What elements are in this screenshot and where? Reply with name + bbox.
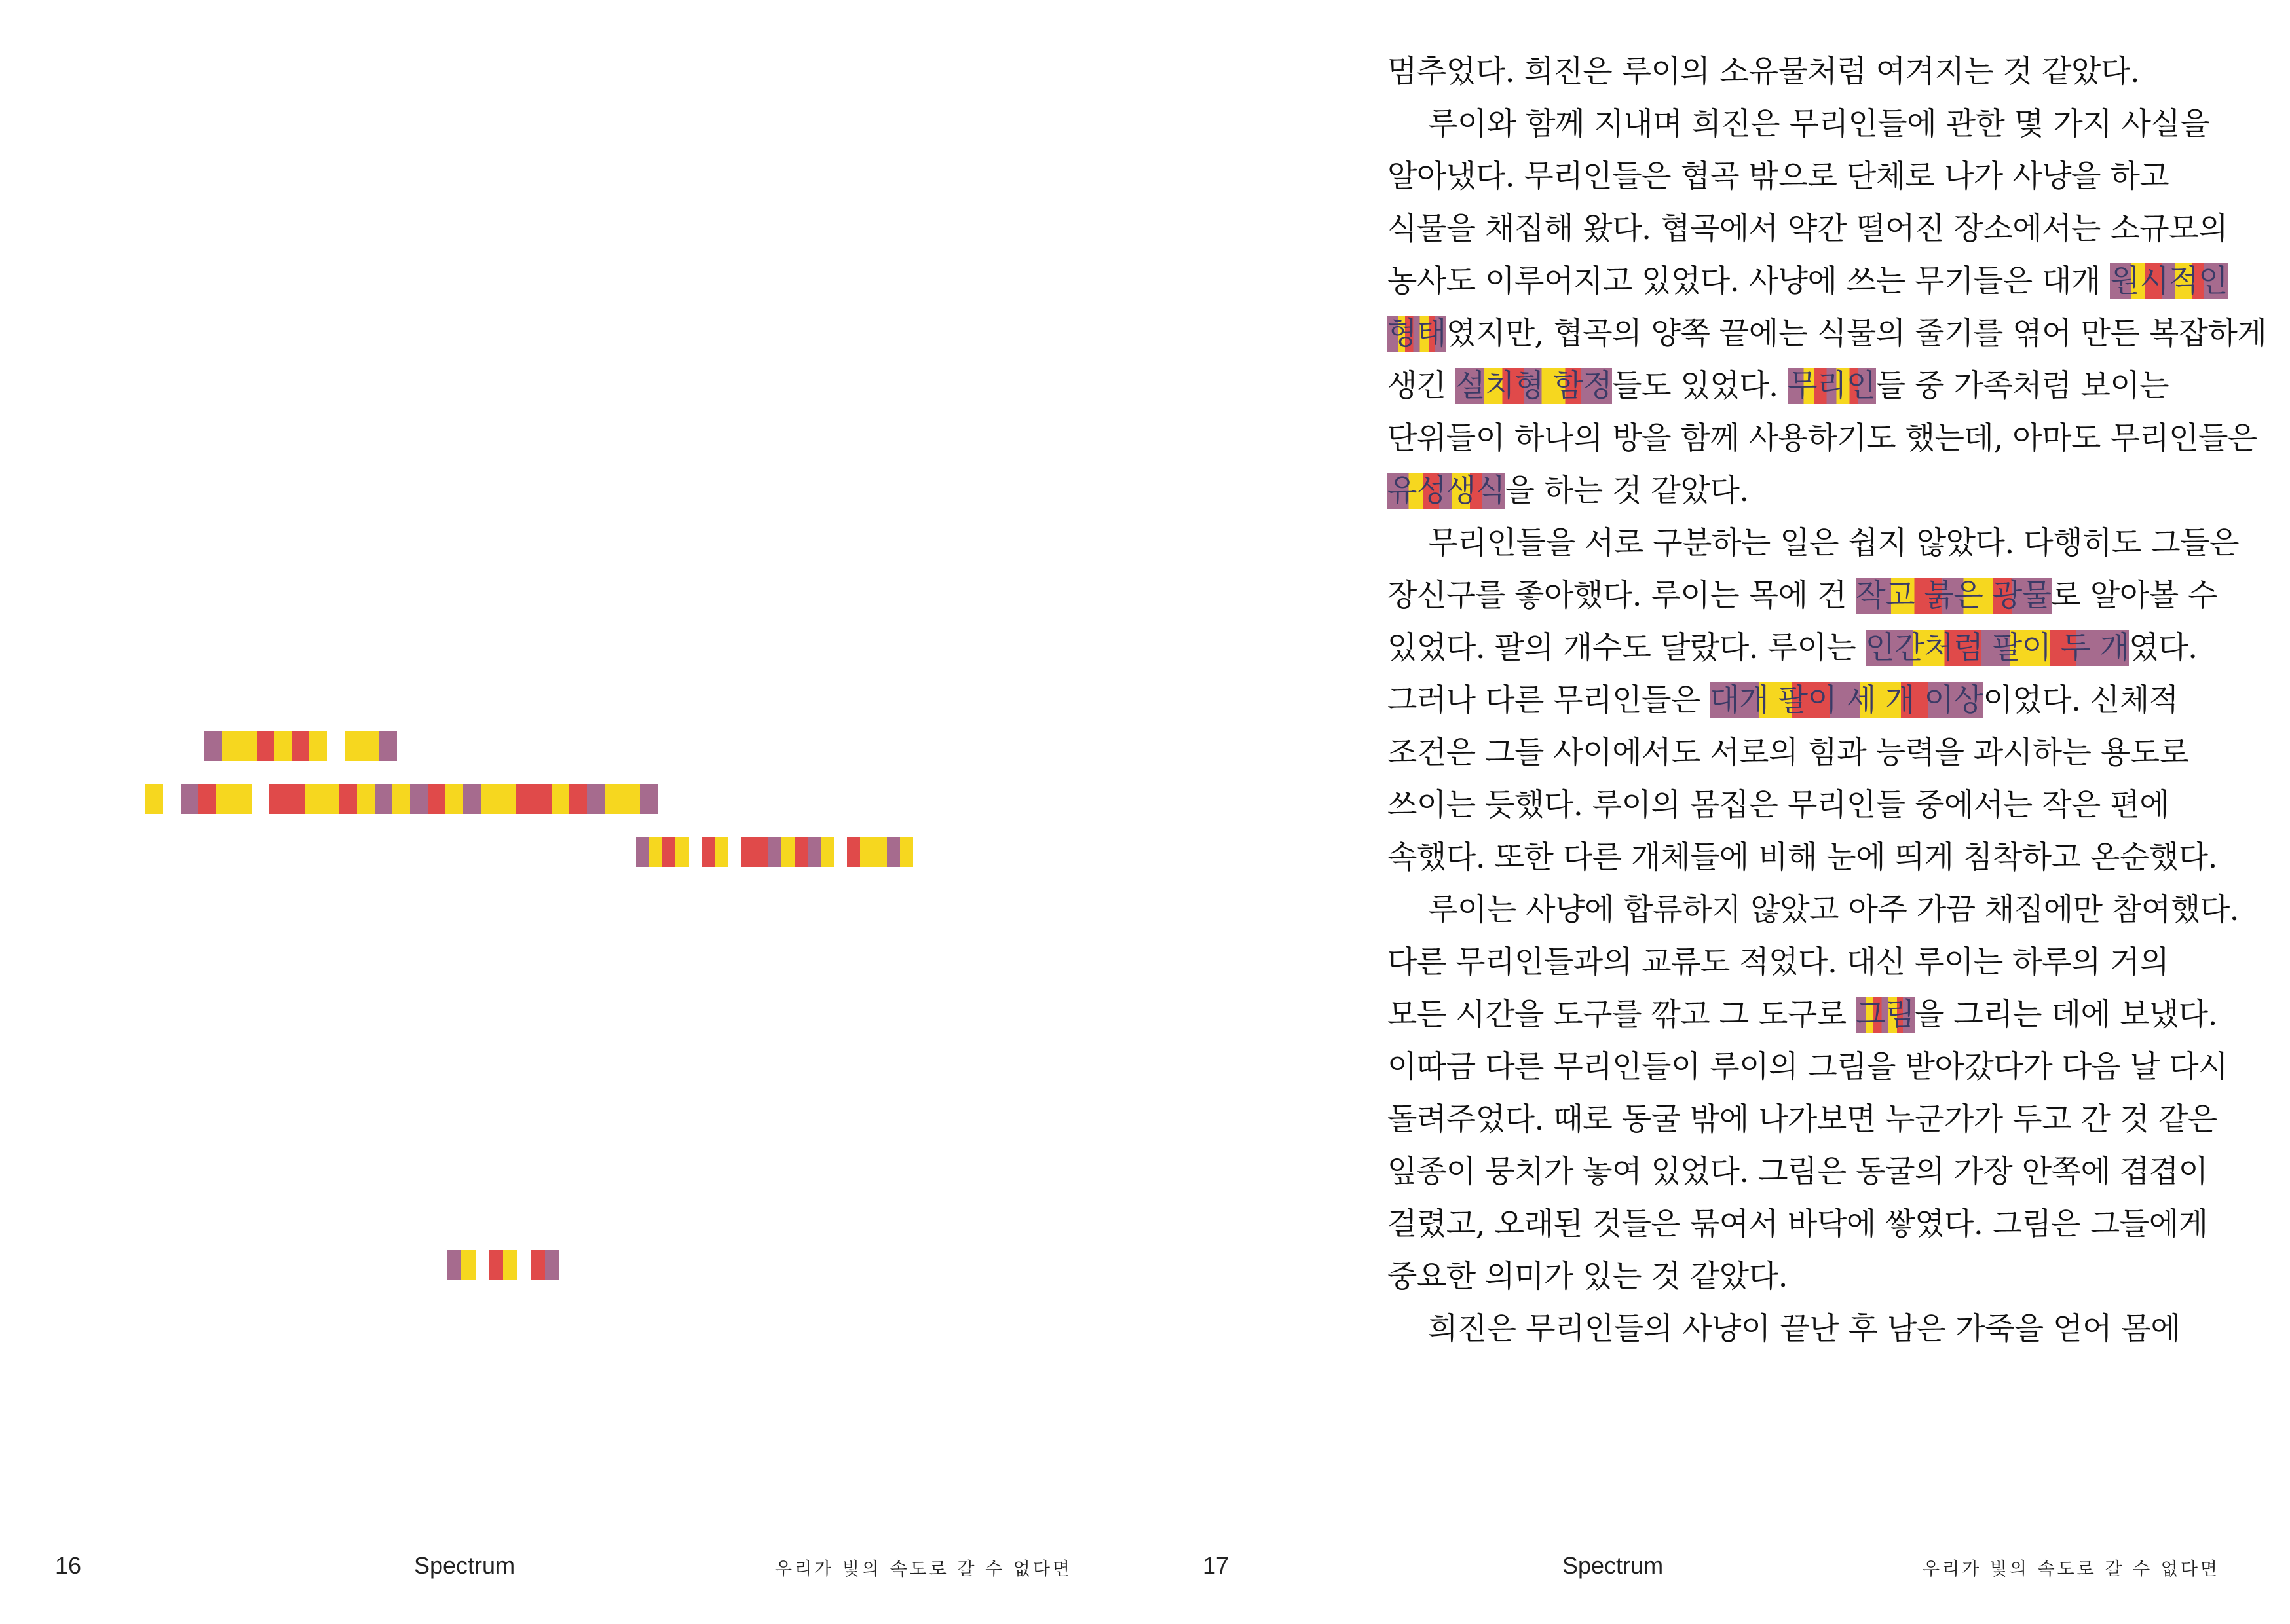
barcode-segment — [847, 837, 860, 867]
text-line — [1387, 1198, 2239, 1251]
barcode-segment — [375, 784, 392, 814]
barcode-segment — [768, 837, 781, 867]
text-span: 이었다. 신체적 — [1983, 682, 2179, 718]
text-span: 중요한 의미가 있는 것 같았다. — [1387, 1259, 1788, 1295]
highlighted-text: 무리인 — [1788, 368, 1876, 404]
barcode-segment — [755, 837, 768, 867]
barcode-segment — [741, 837, 755, 867]
barcode-segment — [808, 837, 821, 867]
barcode-segment — [900, 837, 913, 867]
text-line — [1387, 46, 2239, 98]
text-line — [1387, 255, 2239, 308]
barcode-segment — [257, 731, 274, 761]
text-span: 들도 있었다. — [1612, 368, 1788, 404]
barcode-segment — [675, 837, 688, 867]
barcode-segment — [292, 731, 310, 761]
barcode-segment — [569, 784, 587, 814]
barcode-segment — [461, 1250, 475, 1280]
barcode-row-1 — [204, 731, 397, 761]
text-span: 멈추었다. 희진은 루이의 소유물처럼 여겨지는 것 같았다. — [1387, 54, 2140, 90]
barcode-segment — [447, 1250, 461, 1280]
barcode-segment — [498, 784, 516, 814]
text-line — [1387, 308, 2267, 360]
text-line — [1387, 832, 2239, 884]
barcode-segment — [605, 784, 622, 814]
barcode-segment — [163, 784, 181, 814]
highlighted-text: 유성생식 — [1387, 473, 1505, 509]
barcode-segment — [821, 837, 834, 867]
text-line — [1387, 517, 2239, 570]
barcode-segment — [428, 784, 445, 814]
barcode-segment — [649, 837, 662, 867]
text-span: 알아냈다. 무리인들은 협곡 밖으로 단체로 나가 사냥을 하고 — [1387, 158, 2169, 194]
barcode-segment — [216, 784, 234, 814]
barcode-segment — [516, 784, 534, 814]
barcode-row-2 — [145, 784, 658, 814]
text-span: 로 알아볼 수 — [2051, 578, 2217, 614]
text-line — [1387, 203, 2239, 255]
barcode-segment — [860, 837, 873, 867]
text-span: 조건은 그들 사이에서도 서로의 힘과 능력을 과시하는 용도로 — [1387, 735, 2189, 771]
text-span: 장신구를 좋아했다. 루이는 목에 건 — [1387, 578, 1856, 614]
barcode-segment — [339, 784, 357, 814]
highlighted-text: 그림 — [1856, 997, 1915, 1033]
barcode-segment — [834, 837, 847, 867]
text-span: 생긴 — [1387, 368, 1456, 404]
running-title: Spectrum — [414, 1552, 516, 1579]
barcode-segment — [715, 837, 728, 867]
barcode-row-4 — [447, 1250, 559, 1280]
text-line — [1387, 360, 2239, 413]
barcode-segment — [874, 837, 887, 867]
text-span: 걸렸고, 오래된 것들은 묶여서 바닥에 쌓였다. 그림은 그들에게 — [1387, 1206, 2208, 1242]
barcode-segment — [274, 731, 292, 761]
text-span: 였지만, 협곡의 양쪽 끝에는 식물의 줄기를 엮어 만든 복잡하게 — [1446, 316, 2267, 352]
text-line — [1387, 884, 2239, 936]
text-line — [1387, 1251, 2239, 1303]
text-line — [1387, 989, 2239, 1041]
text-span: 였다. — [2129, 630, 2198, 666]
barcode-segment — [552, 784, 569, 814]
body-text — [1387, 46, 2267, 1356]
page-number: 16 — [55, 1552, 82, 1579]
highlighted-text: 형태 — [1387, 316, 1446, 352]
running-title: Spectrum — [1562, 1552, 1664, 1579]
barcode-segment — [795, 837, 808, 867]
barcode-segment — [489, 1250, 503, 1280]
barcode-segment — [287, 784, 305, 814]
barcode-segment — [887, 837, 900, 867]
text-line — [1387, 936, 2239, 989]
text-span: 희진은 무리인들의 사냥이 끝난 후 남은 가죽을 얻어 몸에 — [1428, 1311, 2181, 1347]
barcode-segment — [622, 784, 640, 814]
text-span: 을 하는 것 같았다. — [1505, 473, 1749, 509]
text-span: 들 중 가족처럼 보이는 — [1875, 368, 2169, 404]
barcode-segment — [662, 837, 675, 867]
text-line — [1387, 413, 2257, 465]
text-line — [1387, 1094, 2239, 1146]
text-span: 잎종이 뭉치가 놓여 있었다. 그림은 동굴의 가장 안쪽에 겹겹이 — [1387, 1154, 2208, 1190]
running-subtitle: 우리가 빛의 속도로 갈 수 없다면 — [1923, 1559, 2220, 1579]
barcode-segment — [445, 784, 463, 814]
barcode-row-3 — [636, 837, 913, 867]
barcode-segment — [640, 784, 658, 814]
highlighted-text: 설치형 함정 — [1455, 368, 1613, 404]
barcode-segment — [222, 731, 240, 761]
text-span: 이따금 다른 무리인들이 루이의 그림을 받아갔다가 다음 날 다시 — [1387, 1049, 2228, 1085]
text-line — [1387, 1146, 2239, 1198]
text-line — [1387, 1303, 2239, 1356]
text-line — [1387, 1041, 2239, 1094]
barcode-segment — [410, 784, 428, 814]
page-number: 17 — [1203, 1552, 1229, 1579]
barcode-segment — [305, 784, 322, 814]
barcode-segment — [198, 784, 216, 814]
highlighted-text: 인간처럼 팔이 두 개 — [1865, 630, 2130, 666]
barcode-segment — [689, 837, 702, 867]
barcode-segment — [636, 837, 649, 867]
text-span: 다른 무리인들과의 교류도 적었다. 대신 루이는 하루의 거의 — [1387, 944, 2169, 980]
highlighted-text: 작고 붉은 광물 — [1856, 578, 2052, 614]
text-line — [1387, 674, 2239, 727]
barcode-segment — [322, 784, 340, 814]
text-span: 그러나 다른 무리인들은 — [1387, 682, 1710, 718]
barcode-segment — [481, 784, 498, 814]
running-subtitle: 우리가 빛의 속도로 갈 수 없다면 — [775, 1559, 1072, 1579]
barcode-segment — [239, 731, 257, 761]
barcode-segment — [463, 784, 481, 814]
text-span: 쓰이는 듯했다. 루이의 몸집은 무리인들 중에서는 작은 편에 — [1387, 787, 2169, 823]
highlighted-text: 대개 팔이 세 개 이상 — [1710, 682, 1983, 718]
barcode-segment — [345, 731, 362, 761]
barcode-segment — [503, 1250, 517, 1280]
barcode-segment — [204, 731, 222, 761]
text-line — [1387, 570, 2239, 622]
text-span: 루이와 함께 지내며 희진은 무리인들에 관한 몇 가지 사실을 — [1428, 106, 2210, 142]
text-span: 돌려주었다. 때로 동굴 밖에 나가보면 누군가가 두고 간 것 같은 — [1387, 1101, 2217, 1137]
text-span: 식물을 채집해 왔다. 협곡에서 약간 떨어진 장소에서는 소규모의 — [1387, 211, 2228, 247]
text-span: 을 그리는 데에 보냈다. — [1915, 997, 2217, 1033]
text-span: 무리인들을 서로 구분하는 일은 쉽지 않았다. 다행히도 그들은 — [1428, 525, 2240, 561]
barcode-segment — [362, 731, 379, 761]
barcode-segment — [531, 1250, 545, 1280]
text-line — [1387, 465, 2239, 517]
barcode-segment — [252, 784, 269, 814]
highlighted-text: 원시적인 — [2110, 263, 2228, 299]
barcode-segment — [517, 1250, 531, 1280]
text-span: 루이는 사냥에 합류하지 않았고 아주 가끔 채집에만 참여했다. — [1428, 892, 2240, 928]
barcode-segment — [702, 837, 715, 867]
barcode-segment — [309, 731, 327, 761]
barcode-segment — [545, 1250, 559, 1280]
text-span: 농사도 이루어지고 있었다. 사냥에 쓰는 무기들은 대개 — [1387, 263, 2111, 299]
text-line — [1387, 727, 2239, 779]
barcode-segment — [234, 784, 252, 814]
barcode-segment — [269, 784, 287, 814]
barcode-segment — [781, 837, 795, 867]
barcode-segment — [357, 784, 375, 814]
barcode-segment — [327, 731, 345, 761]
barcode-segment — [181, 784, 198, 814]
text-span: 속했다. 또한 다른 개체들에 비해 눈에 띄게 침착하고 온순했다. — [1387, 840, 2217, 876]
barcode-segment — [728, 837, 741, 867]
text-line — [1387, 98, 2239, 151]
barcode-segment — [145, 784, 163, 814]
text-line — [1387, 151, 2239, 203]
barcode-segment — [476, 1250, 489, 1280]
text-line — [1387, 622, 2239, 674]
barcode-segment — [392, 784, 410, 814]
barcode-segment — [534, 784, 552, 814]
text-span: 단위들이 하나의 방을 함께 사용하기도 했는데, 아마도 무리인들은 — [1387, 420, 2257, 456]
text-line — [1387, 779, 2239, 832]
barcode-segment — [379, 731, 397, 761]
text-span: 있었다. 팔의 개수도 달랐다. 루이는 — [1387, 630, 1866, 666]
text-span: 모든 시간을 도구를 깎고 그 도구로 — [1387, 997, 1856, 1033]
barcode-segment — [587, 784, 605, 814]
